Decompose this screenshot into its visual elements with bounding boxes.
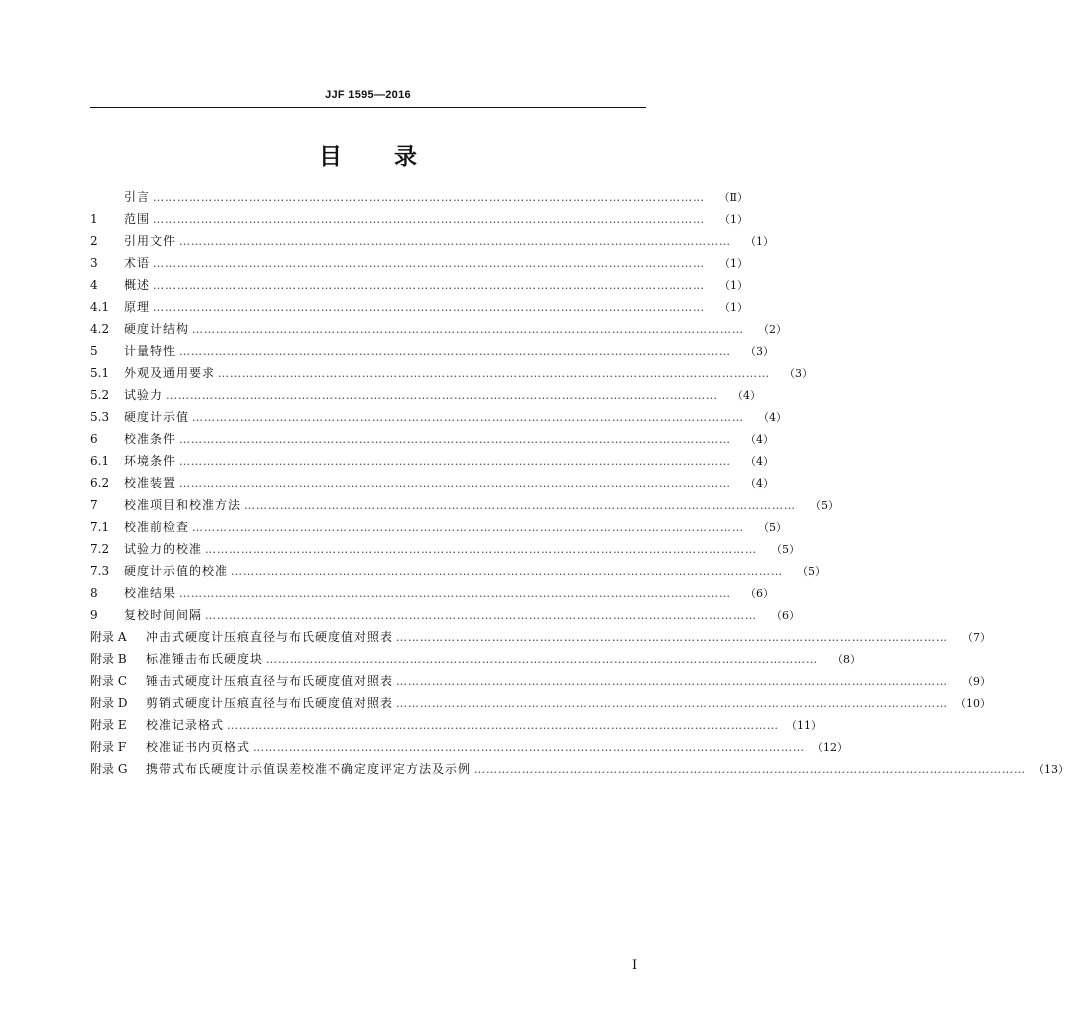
toc-entry-title: 校准项目和校准方法 <box>124 498 242 512</box>
toc-entry-title: 校准装置 <box>124 476 177 490</box>
toc-leader-dots: ………………………………………………………………………………………………………………………… <box>396 675 949 688</box>
toc-leader-dots: ………………………………………………………………………………………………………………………… <box>474 763 1027 776</box>
toc-leader-dots: ………………………………………………………………………………………………………………………… <box>244 499 797 512</box>
toc-entry-page: （3） <box>784 367 814 380</box>
toc-entry[interactable] <box>90 340 775 362</box>
toc-entry-title: 引用文件 <box>124 234 177 248</box>
toc-entry-number: 4 <box>90 278 98 292</box>
toc-entry-page: （2） <box>758 323 788 336</box>
toc-entry-title: 硬度计示值的校准 <box>124 564 229 578</box>
toc-entry-title: 环境条件 <box>124 454 177 468</box>
toc-entry[interactable] <box>90 582 775 604</box>
toc-entry[interactable] <box>90 714 823 736</box>
toc-entry-title: 冲击式硬度计压痕直径与布氏硬度值对照表 <box>146 630 394 644</box>
toc-leader-dots: ………………………………………………………………………………………………………………………… <box>253 741 806 754</box>
toc-entry-number: 7.3 <box>90 564 110 578</box>
toc-entry-title: 试验力的校准 <box>124 542 203 556</box>
toc-entry-number: 5.1 <box>90 366 110 380</box>
toc-leader-dots: ………………………………………………………………………………………………………………………… <box>192 323 745 336</box>
page-number: Ⅰ <box>632 958 638 973</box>
toc-entry-title: 校准前检查 <box>124 520 190 534</box>
toc-entry-number: 附录 G <box>90 762 128 776</box>
toc-entry[interactable] <box>90 538 801 560</box>
title-char-1: 目 <box>319 144 342 170</box>
toc-entry[interactable] <box>90 516 788 538</box>
toc-entry-number: 3 <box>90 256 98 270</box>
toc-entry-title: 硬度计结构 <box>124 322 190 336</box>
document-code-header: JJF 1595—2016 <box>325 89 411 101</box>
toc-leader-dots: ………………………………………………………………………………………………………………………… <box>396 697 949 710</box>
toc-entry[interactable] <box>90 230 775 252</box>
toc-entry-title: 原理 <box>124 300 151 314</box>
toc-entry-number: 6.2 <box>90 476 110 490</box>
toc-entry-number: 附录 A <box>90 630 127 644</box>
toc-entry-page: （9） <box>962 675 992 688</box>
toc-entry-page: （5） <box>810 499 840 512</box>
toc-entry[interactable] <box>90 736 849 758</box>
toc-entry-title: 标准锤击布氏硬度块 <box>146 652 264 666</box>
toc-leader-dots: ………………………………………………………………………………………………………………………… <box>153 191 706 204</box>
toc-leader-dots: ………………………………………………………………………………………………………………………… <box>179 433 732 446</box>
toc-entry-title: 引言 <box>124 190 151 204</box>
toc-entry[interactable] <box>90 648 862 670</box>
toc-entry-number: 6.1 <box>90 454 110 468</box>
toc-entry[interactable] <box>90 274 749 296</box>
toc-entry-title: 剪销式硬度计压痕直径与布氏硬度值对照表 <box>146 696 394 710</box>
toc-entry-page: （10） <box>955 697 992 710</box>
toc-entry-title: 硬度计示值 <box>124 410 190 424</box>
toc-leader-dots: ………………………………………………………………………………………………………………………… <box>231 565 784 578</box>
toc-entry-page: （6） <box>745 587 775 600</box>
toc-entry-title: 计量特性 <box>124 344 177 358</box>
toc-entry-page: （4） <box>745 433 775 446</box>
toc-entry[interactable] <box>90 208 749 230</box>
toc-entry-page: （4） <box>758 411 788 424</box>
toc-leader-dots: ………………………………………………………………………………………………………………………… <box>179 455 732 468</box>
toc-entry-page: （12） <box>812 741 849 754</box>
toc-entry-number: 9 <box>90 608 98 622</box>
toc-entry-title: 校准结果 <box>124 586 177 600</box>
toc-entry-page: （5） <box>797 565 827 578</box>
toc-entry-page: （3） <box>745 345 775 358</box>
toc-entry-number: 8 <box>90 586 98 600</box>
toc-entry-number: 5 <box>90 344 98 358</box>
toc-entry[interactable] <box>90 692 992 714</box>
toc-entry-title: 范围 <box>124 212 151 226</box>
toc-leader-dots: ………………………………………………………………………………………………………………………… <box>153 301 706 314</box>
toc-leader-dots: ………………………………………………………………………………………………………………………… <box>166 389 719 402</box>
toc-entry[interactable] <box>90 362 814 384</box>
toc-leader-dots: ………………………………………………………………………………………………………………………… <box>396 631 949 644</box>
toc-entry-page: （Ⅱ） <box>718 191 749 204</box>
toc-leader-dots: ………………………………………………………………………………………………………………………… <box>218 367 771 380</box>
toc-entry-page: （5） <box>771 543 801 556</box>
toc-entry-page: （5） <box>758 521 788 534</box>
toc-entry-title: 校准记录格式 <box>146 718 225 732</box>
toc-entry[interactable] <box>90 428 775 450</box>
toc-entry-number: 附录 F <box>90 740 127 754</box>
toc-entry-page: （1） <box>719 301 749 314</box>
toc-entry[interactable] <box>90 384 762 406</box>
toc-entry-number: 附录 D <box>90 696 128 710</box>
toc-entry-title: 校准条件 <box>124 432 177 446</box>
toc-leader-dots: ………………………………………………………………………………………………………………………… <box>179 235 732 248</box>
toc-entry[interactable] <box>90 472 775 494</box>
toc-entry-title: 概述 <box>124 278 151 292</box>
toc-entry-page: （13） <box>1033 763 1069 776</box>
toc-entry-title: 携带式布氏硬度计示值误差校准不确定度评定方法及示例 <box>146 762 472 776</box>
toc-leader-dots: ………………………………………………………………………………………………………………………… <box>153 257 706 270</box>
toc-entry-title: 锤击式硬度计压痕直径与布氏硬度值对照表 <box>146 674 394 688</box>
toc-entry[interactable] <box>90 406 788 428</box>
toc-entry[interactable] <box>90 670 992 692</box>
toc-entry-number: 7 <box>90 498 98 512</box>
toc-entry[interactable] <box>90 252 749 274</box>
toc-entry-number: 5.3 <box>90 410 110 424</box>
toc-entry-page: （6） <box>771 609 801 622</box>
toc-entry-number: 4.2 <box>90 322 110 336</box>
toc-leader-dots: ………………………………………………………………………………………………………………………… <box>153 279 706 292</box>
toc-entry-number: 6 <box>90 432 98 446</box>
toc-entry-number: 5.2 <box>90 388 110 402</box>
toc-entry-number: 附录 C <box>90 674 127 688</box>
toc-entry-number: 7.1 <box>90 520 110 534</box>
toc-entry[interactable] <box>90 186 749 208</box>
toc-entry-page: （4） <box>732 389 762 402</box>
toc-entry-page: （4） <box>745 455 775 468</box>
toc-entry-title: 试验力 <box>124 388 164 402</box>
toc-entry-page: （1） <box>719 279 749 292</box>
toc-entry[interactable] <box>90 758 1069 780</box>
toc-leader-dots: ………………………………………………………………………………………………………………………… <box>205 609 758 622</box>
toc-entry-page: （1） <box>745 235 775 248</box>
toc-leader-dots: ………………………………………………………………………………………………………………………… <box>179 587 732 600</box>
toc-entry-page: （8） <box>832 653 862 666</box>
title-char-2: 录 <box>394 144 417 170</box>
toc-leader-dots: ………………………………………………………………………………………………………………………… <box>227 719 780 732</box>
toc-entry-title: 复校时间间隔 <box>124 608 203 622</box>
toc-entry-page: （4） <box>745 477 775 490</box>
toc-leader-dots: ………………………………………………………………………………………………………………………… <box>192 411 745 424</box>
toc-entry-number: 2 <box>90 234 98 248</box>
toc-entry-number: 附录 E <box>90 718 127 732</box>
toc-entry[interactable] <box>90 318 788 340</box>
toc-entry-number: 4.1 <box>90 300 110 314</box>
toc-leader-dots: ………………………………………………………………………………………………………………………… <box>179 477 732 490</box>
toc-entry-number: 7.2 <box>90 542 110 556</box>
toc-leader-dots: ………………………………………………………………………………………………………………………… <box>153 213 706 226</box>
header-rule <box>90 107 646 108</box>
toc-leader-dots: ………………………………………………………………………………………………………………………… <box>179 345 732 358</box>
toc-entry-number: 附录 B <box>90 652 127 666</box>
toc-entry-page: （1） <box>719 257 749 270</box>
page-title <box>90 138 646 171</box>
toc-entry-number: 1 <box>90 212 98 226</box>
table-of-contents <box>90 186 1069 780</box>
toc-entry[interactable] <box>90 604 801 626</box>
toc-entry-title: 校准证书内页格式 <box>146 740 251 754</box>
toc-entry[interactable] <box>90 560 827 582</box>
toc-leader-dots: ………………………………………………………………………………………………………………………… <box>266 653 819 666</box>
toc-leader-dots: ………………………………………………………………………………………………………………………… <box>192 521 745 534</box>
toc-entry[interactable] <box>90 494 840 516</box>
toc-entry-page: （1） <box>719 213 749 226</box>
toc-leader-dots: ………………………………………………………………………………………………………………………… <box>205 543 758 556</box>
toc-entry-title: 外观及通用要求 <box>124 366 216 380</box>
toc-entry[interactable] <box>90 450 775 472</box>
toc-entry[interactable] <box>90 626 992 648</box>
toc-entry[interactable] <box>90 296 749 318</box>
toc-entry-page: （7） <box>962 631 992 644</box>
toc-entry-page: （11） <box>786 719 823 732</box>
toc-entry-title: 术语 <box>124 256 151 270</box>
